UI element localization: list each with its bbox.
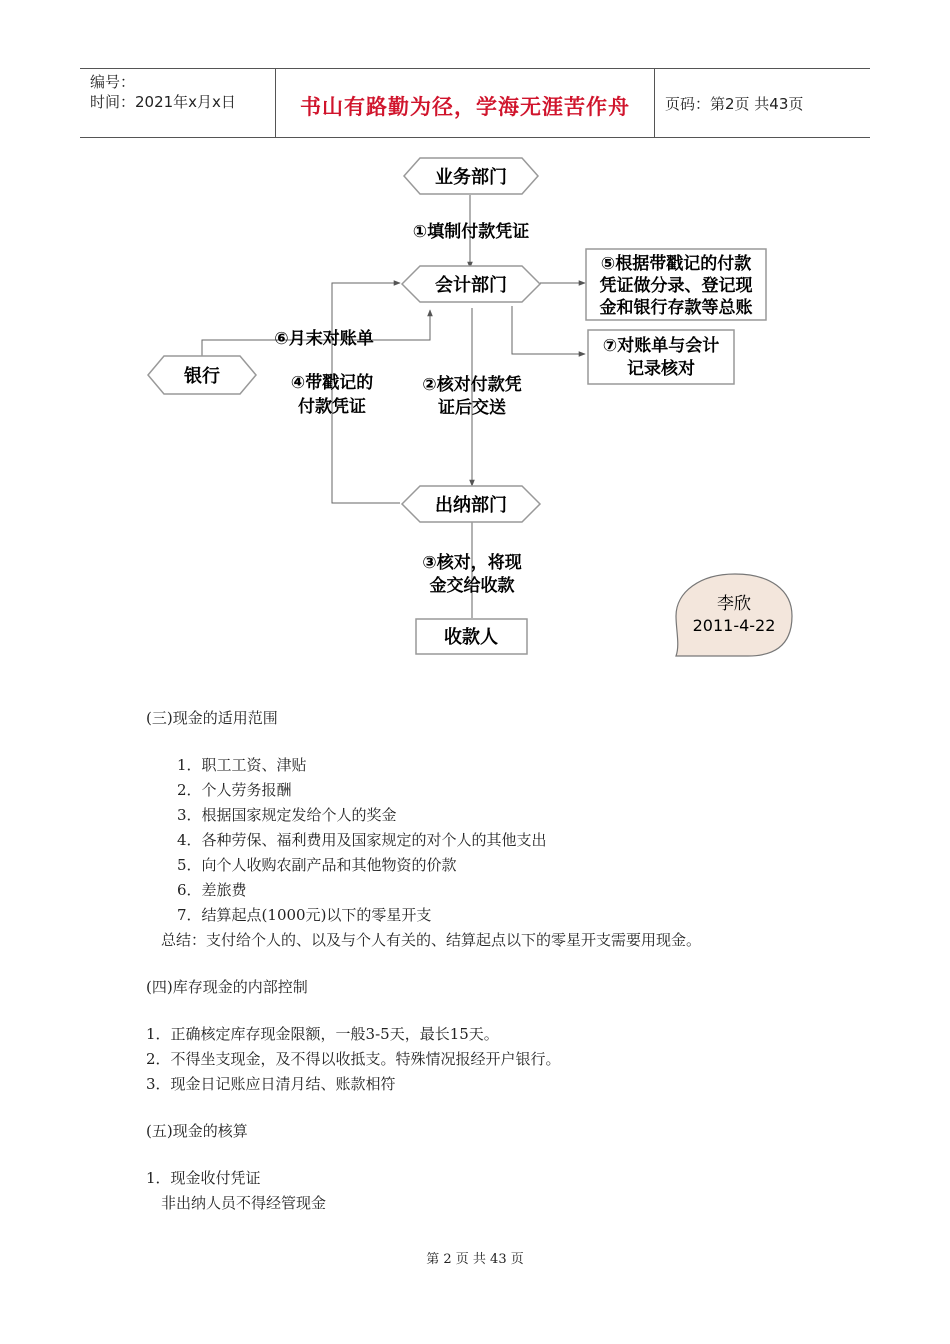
page-header [80, 68, 870, 138]
list-item: 6．差旅费 [177, 881, 247, 899]
header-motto: 书山有路勤为径，学海无涯苦作舟 [300, 95, 630, 119]
list-item: 5．向个人收购农副产品和其他物资的价款 [177, 856, 457, 874]
section5-item1-note: 非出纳人员不得经管现金 [161, 1194, 327, 1212]
page-footer: 第 2 页 共 43 页 [426, 1252, 524, 1267]
svg-text:⑦对账单与会计: ⑦对账单与会计 [602, 336, 720, 356]
node-bank-label: 银行 [184, 366, 220, 387]
svg-text:⑤根据带戳记的付款: ⑤根据带戳记的付款 [600, 254, 752, 274]
svg-text:凭证做分录、登记现: 凭证做分录、登记现 [599, 276, 753, 296]
list-item: 3．根据国家规定发给个人的奖金 [177, 806, 397, 824]
number-label: 编号： [90, 73, 136, 91]
node-business-label: 业务部门 [435, 167, 507, 188]
stamp-name: 李欣 [717, 594, 751, 614]
node-bank [148, 356, 256, 394]
node-cashier-label: 出纳部门 [435, 495, 507, 516]
section5-title: (五)现金的核算 [146, 1122, 248, 1140]
list-item: 2．不得坐支现金，及不得以收抵支。特殊情况报经开户银行。 [146, 1050, 561, 1068]
section3-summary: 总结：支付给个人的、以及与个人有关的、结算起点以下的零星开支需要用现金。 [161, 931, 702, 949]
step3-label-line2: 金交给收款 [429, 576, 515, 596]
step4-label-line1: ④带戳记的 [290, 373, 374, 393]
svg-text:记录核对: 记录核对 [627, 359, 695, 379]
node-cashier-department [402, 486, 540, 522]
list-item: 2．个人劳务报酬 [177, 781, 292, 799]
section4-title: (四)库存现金的内部控制 [146, 978, 308, 996]
step3-label-line1: ③核对，将现 [422, 553, 522, 573]
step4-label-line2: 付款凭证 [298, 397, 366, 417]
node-business-department [404, 158, 538, 194]
header-motto-cell [276, 69, 655, 137]
step5-box [586, 249, 766, 320]
list-item: 3．现金日记账应日清月结、账款相符 [146, 1075, 396, 1093]
step2-label-line2: 证后交送 [438, 398, 506, 418]
list-item: 1．职工工资、津贴 [177, 756, 307, 774]
svg-text:金和银行存款等总账: 金和银行存款等总账 [599, 298, 753, 318]
stamp-date: 2011-4-22 [692, 616, 776, 635]
list-item: 4．各种劳保、福利费用及国家规定的对个人的其他支出 [177, 831, 547, 849]
list-item: 7．结算起点(1000元)以下的零星开支 [177, 906, 432, 924]
cash-payment-flowchart [0, 140, 950, 670]
node-payee [416, 619, 527, 654]
header-page-info: 页码：第2页 共43页 [665, 95, 804, 113]
step1-label: ①填制付款凭证 [412, 222, 530, 242]
node-payee-label: 收款人 [444, 627, 498, 648]
list-item: 1．正确核定库存现金限额，一般3-5天，最长15天。 [146, 1025, 499, 1043]
step7-box [588, 330, 734, 384]
step6-label: ⑥月末对账单 [274, 329, 374, 349]
step2-label-line1: ②核对付款凭 [422, 375, 522, 395]
time-label: 时间：2021年x月x日 [90, 93, 236, 111]
node-accounting-label: 会计部门 [435, 275, 507, 296]
signature-stamp [676, 574, 792, 656]
flow-connectors [202, 195, 585, 618]
node-accounting-department [402, 266, 540, 302]
section5-item1: 1．现金收付凭证 [146, 1169, 261, 1187]
header-meta-cell [80, 69, 276, 137]
section3-title: (三)现金的适用范围 [146, 709, 278, 727]
header-page-cell [655, 69, 870, 137]
